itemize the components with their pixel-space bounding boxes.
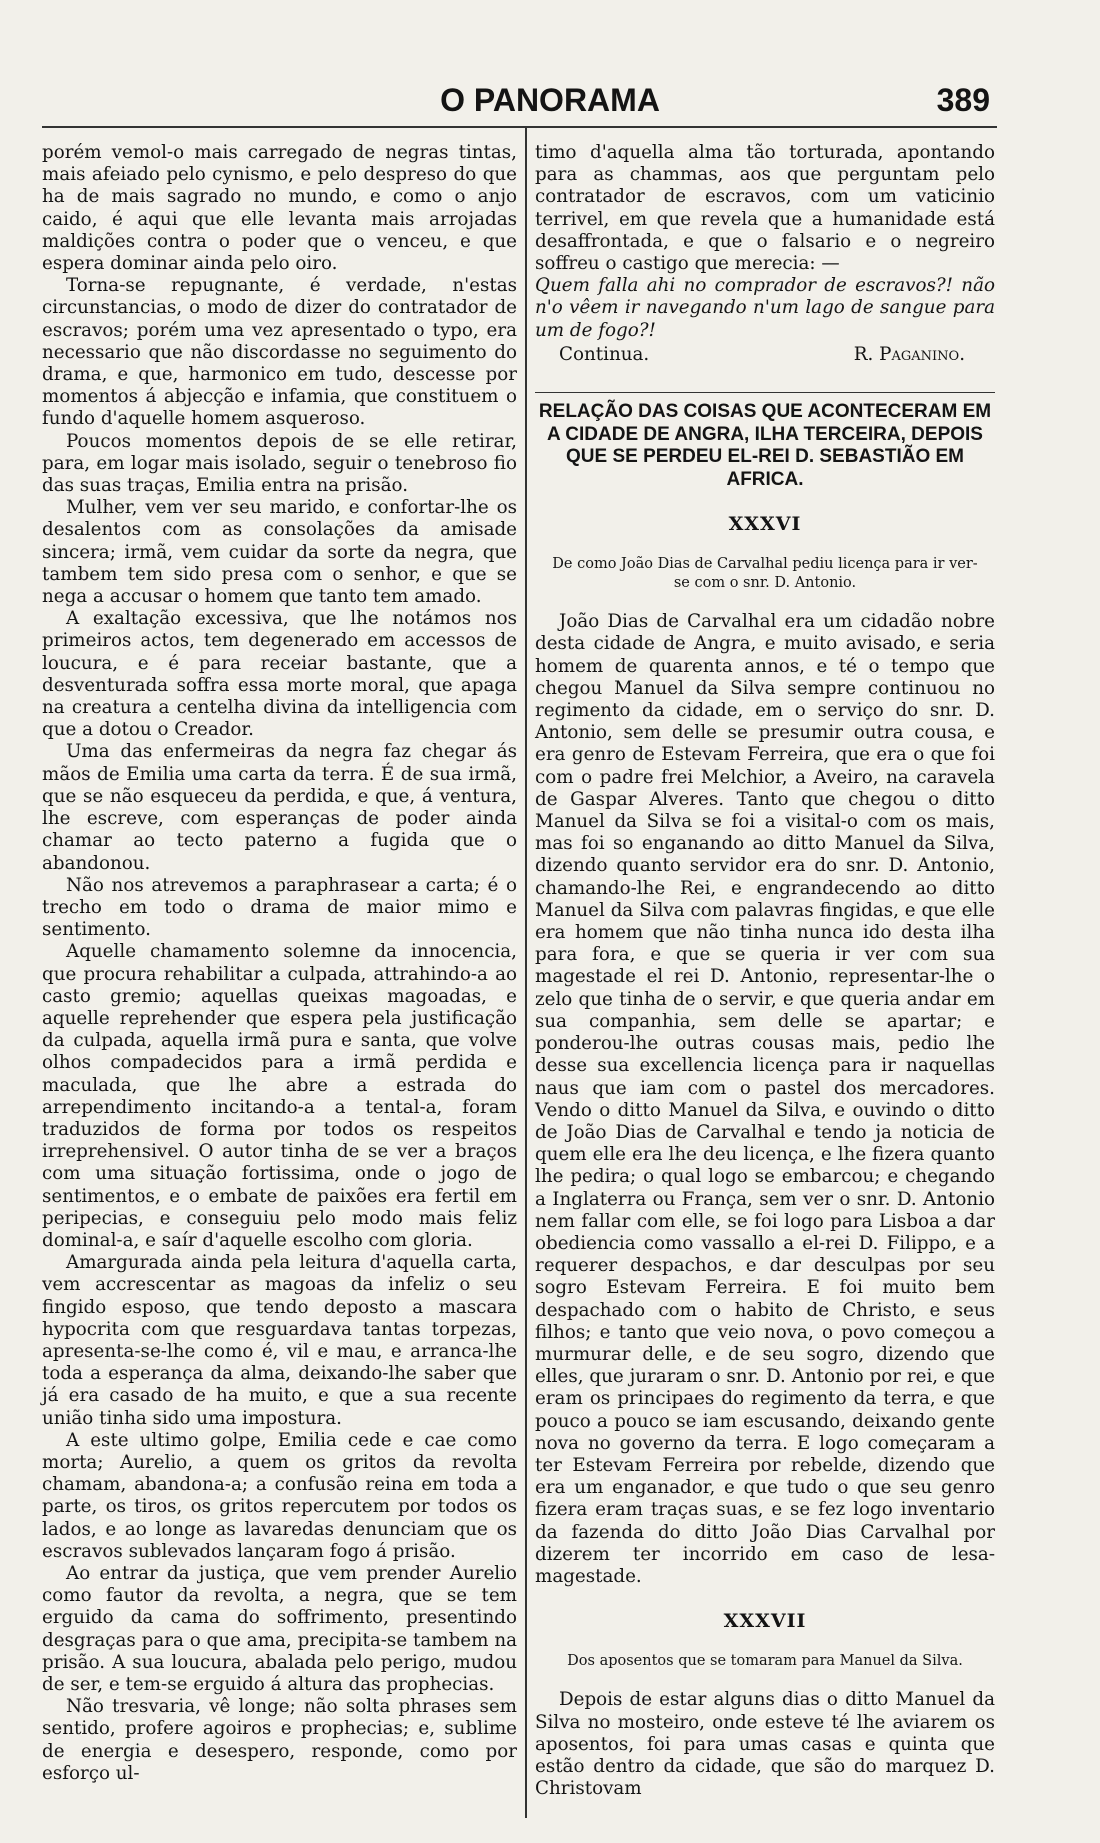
page-number: 389 bbox=[936, 82, 990, 118]
chapter-subtitle: De como João Dias de Carvalhal pediu licença para ir ver-se com o snr. D. Antonio. bbox=[552, 556, 978, 592]
chapter-numeral: XXXVII bbox=[723, 1610, 807, 1633]
column-divider bbox=[525, 128, 527, 1818]
paragraph: Mulher, vem ver seu marido, e confortar-lhe os desalentos com as consolações da amisade sincera; irmã, vem cuidar da sorte da negra, que tambem tem sido presa com o senhor, e que se nega a accusar o homem que tanto tem amado. bbox=[42, 497, 517, 608]
left-column bbox=[42, 142, 517, 1785]
paragraph: Ao entrar da justiça, que vem prender Aurelio como fautor da revolta, a negra, que se tem erguido da cama do soffrimento, presentindo desgraças para o que ama, precipita-se tambem na prisão. A sua loucura, abalada pelo perigo, mudou de ser, e tem-se erguido á altura das prophecias. bbox=[42, 1563, 517, 1696]
italic-quote: Quem falla ahi no comprador de escravos?! não n'o vêem ir navegando n'um lago de sangue para um de fogo?! bbox=[535, 275, 995, 341]
paragraph: João Dias de Carvalhal era um cidadão nobre desta cidade de Angra, e muito avisado, e seria homem de quarenta annos, e té o tempo que chegou Manuel da Silva sempre continuou no regimento da cidade, em o serviço do snr. D. Antonio, sem delle se presumir outra cousa, e era genro de Estevam Ferreira, que era o que foi com o padre frei Melchior, a Aveiro, na caravela de Gaspar Alveres. Tanto que chegou o ditto Manuel da Silva se foi a visital-o com os mais, mas foi so enganando ao ditto Manuel da Silva, dizendo quanto servidor era do snr. D. Antonio, chamando-lhe Rei, e engrandecendo ao ditto Manuel da Silva com palavras fingidas, e que elle era homem que não tinha nunca ido desta ilha para fora, e que se queria ir ver com sua magestade el rei D. Antonio, representar-lhe o zelo que tinha de o servir, e que queria andar em sua companhia, sem delle se apartar; e ponderou-lhe outras cousas mais, pedio lhe desse sua excellencia licença para ir naquellas naus que iam com o pastel dos mercadores. Vendo o ditto Manuel da Silva, e ouvindo o ditto de João Dias de Carvalhal e tendo ja noticia de quem elle era lhe deu licença, e lhe fizera quanto lhe pedira; o qual logo se embarcou; e chegando a Inglaterra ou França, sem ver o snr. D. Antonio nem fallar com elle, se foi logo para Lisboa a dar obediencia como vassallo a el-rei D. Filippo, e a requerer despachos, e dar desculpas por seu sogro Estevam Ferreira. E foi muito bem despachado com o habito de Christo, e seus filhos; e tanto que veio nova, o povo começou a murmurar delle, e de seu sogro, dizendo que elles, que juraram o snr. D. Antonio por rei, e que eram os principaes do regimento da terra, e que pouco a pouco se iam escusando, deixando gente nova no governo da terra. E logo começaram a ter Estevam Ferreira por rebelde, dizendo que era um enganador, e que tudo o que seu genro fizera eram traças suas, e se fez logo inventario da fazenda do ditto João Dias Carvalhal por dizerem ter incorrido em caso de lesa-magestade. bbox=[535, 611, 995, 1587]
section-separator bbox=[535, 392, 995, 393]
paragraph: Poucos momentos depois de se elle retirar, para, em logar mais isolado, seguir o tenebroso fio das suas traças, Emilia entra na prisão. bbox=[42, 430, 517, 497]
header-rule bbox=[42, 126, 997, 128]
paragraph: A exaltação excessiva, que lhe notámos nos primeiros actos, tem degenerado em accessos de loucura, e é para receiar bastante, que a desventurada soffra essa morte moral, que apaga na creatura a centelha divina da intelligencia com que a dotou o Creador. bbox=[42, 608, 517, 741]
article-signoff bbox=[535, 344, 995, 366]
paragraph: Não tresvaria, vê longe; não solta phrases sem sentido, profere agoiros e prophecias; e, sublime de energia e desespero, responde, como por esforço ul- bbox=[42, 1696, 517, 1784]
section-title: RELAÇÃO DAS COISAS QUE ACONTECERAM EM A CIDADE DE ANGRA, ILHA TERCEIRA, DEPOIS QUE SE PERDEU EL-REI D. SEBASTIÃO EM AFRICA. bbox=[538, 401, 992, 490]
author-name: R. Paganino. bbox=[853, 343, 965, 365]
paragraph: Não nos atrevemos a paraphrasear a carta; é o trecho em todo o drama de maior mimo e sentimento. bbox=[42, 874, 517, 941]
chapter-subtitle: Dos aposentos que se tomaram para Manuel da Silva. bbox=[567, 1653, 963, 1670]
paragraph: Depois de estar alguns dias o ditto Manuel da Silva no mosteiro, onde esteve té lhe aviarem os aposentos, foi para umas casas e quinta que estão dentro da cidade, que são do marquez D. Christovam bbox=[535, 1689, 995, 1800]
paragraph: Aquelle chamamento solemne da innocencia, que procura rehabilitar a culpada, attrahindo-a ao casto gremio; aquellas queixas magoadas, e aquelle reprehender que espera pela justificação da culpada, aquella irmã pura e santa, que volve olhos compadecidos para a irmã perdida e maculada, que lhe abre a estrada do arrependimento incitando-a a tental-a, foram traduzidos de forma por todos os respeitos irreprehensivel. O autor tinha de se ver a braços com uma situação fortissima, onde o jogo de sentimentos, e o embate de paixões era fertil em peripecias, e conseguiu pelo modo mais feliz dominal-a, e saír d'aquelle escolho com gloria. bbox=[42, 941, 517, 1251]
right-column bbox=[535, 142, 995, 1800]
paragraph: Amargurada ainda pela leitura d'aquella carta, vem accrescentar as magoas da infeliz o seu fingido esposo, que tendo deposto a mascara hypocrita com que resguardava tantas torpezas, apresenta-se-lhe como é, vil e mau, e arranca-lhe toda a esperança da alma, deixando-lhe saber que já era casado de ha muito, e que a sua recente união tinha sido uma impostura. bbox=[42, 1252, 517, 1429]
paragraph: A este ultimo golpe, Emilia cede e cae como morta; Aurelio, a quem os gritos da revolta chamam, abandona-a; a confusão reina em toda a parte, os tiros, os gritos repercutem por todos os lados, e ao longe as lavaredas denunciam que os escravos sublevados lançaram fogo á prisão. bbox=[42, 1429, 517, 1562]
chapter-numeral: XXXVI bbox=[728, 513, 802, 536]
continua-label: Continua. bbox=[559, 343, 650, 365]
page-title: O PANORAMA bbox=[440, 82, 660, 118]
paragraph: Torna-se repugnante, é verdade, n'estas circunstancias, o modo de dizer do contratador de escravos; porém uma vez apresentado o typo, era necessario que não discordasse no seguimento do drama, e que, harmonico em tudo, descesse por momentos á abjecção e infamia, que constituem o fundo d'aquelle homem asqueroso. bbox=[42, 275, 517, 430]
paragraph: Uma das enfermeiras da negra faz chegar ás mãos de Emilia uma carta da terra. É de sua irmã, que se não esqueceu da perdida, e que, á ventura, lhe escreve, com esperanças de poder ainda chamar ao tecto paterno a fugida que o abandonou. bbox=[42, 741, 517, 874]
paragraph: porém vemol-o mais carregado de negras tintas, mais afeiado pelo cynismo, e pelo despreso do que ha de mais sagrado no mundo, e como o anjo caido, é aqui que elle levanta mais arrojadas maldições contra o poder que o venceu, e que espera dominar ainda pelo oiro. bbox=[42, 142, 517, 275]
continuation-paragraph: timo d'aquella alma tão torturada, apontando para as chammas, aos que perguntam pelo contratador de escravos, com um vaticinio terrivel, em que revela que a humanidade está desaffrontada, e que o falsario e o negreiro soffreu o castigo que merecia: — bbox=[535, 142, 995, 275]
